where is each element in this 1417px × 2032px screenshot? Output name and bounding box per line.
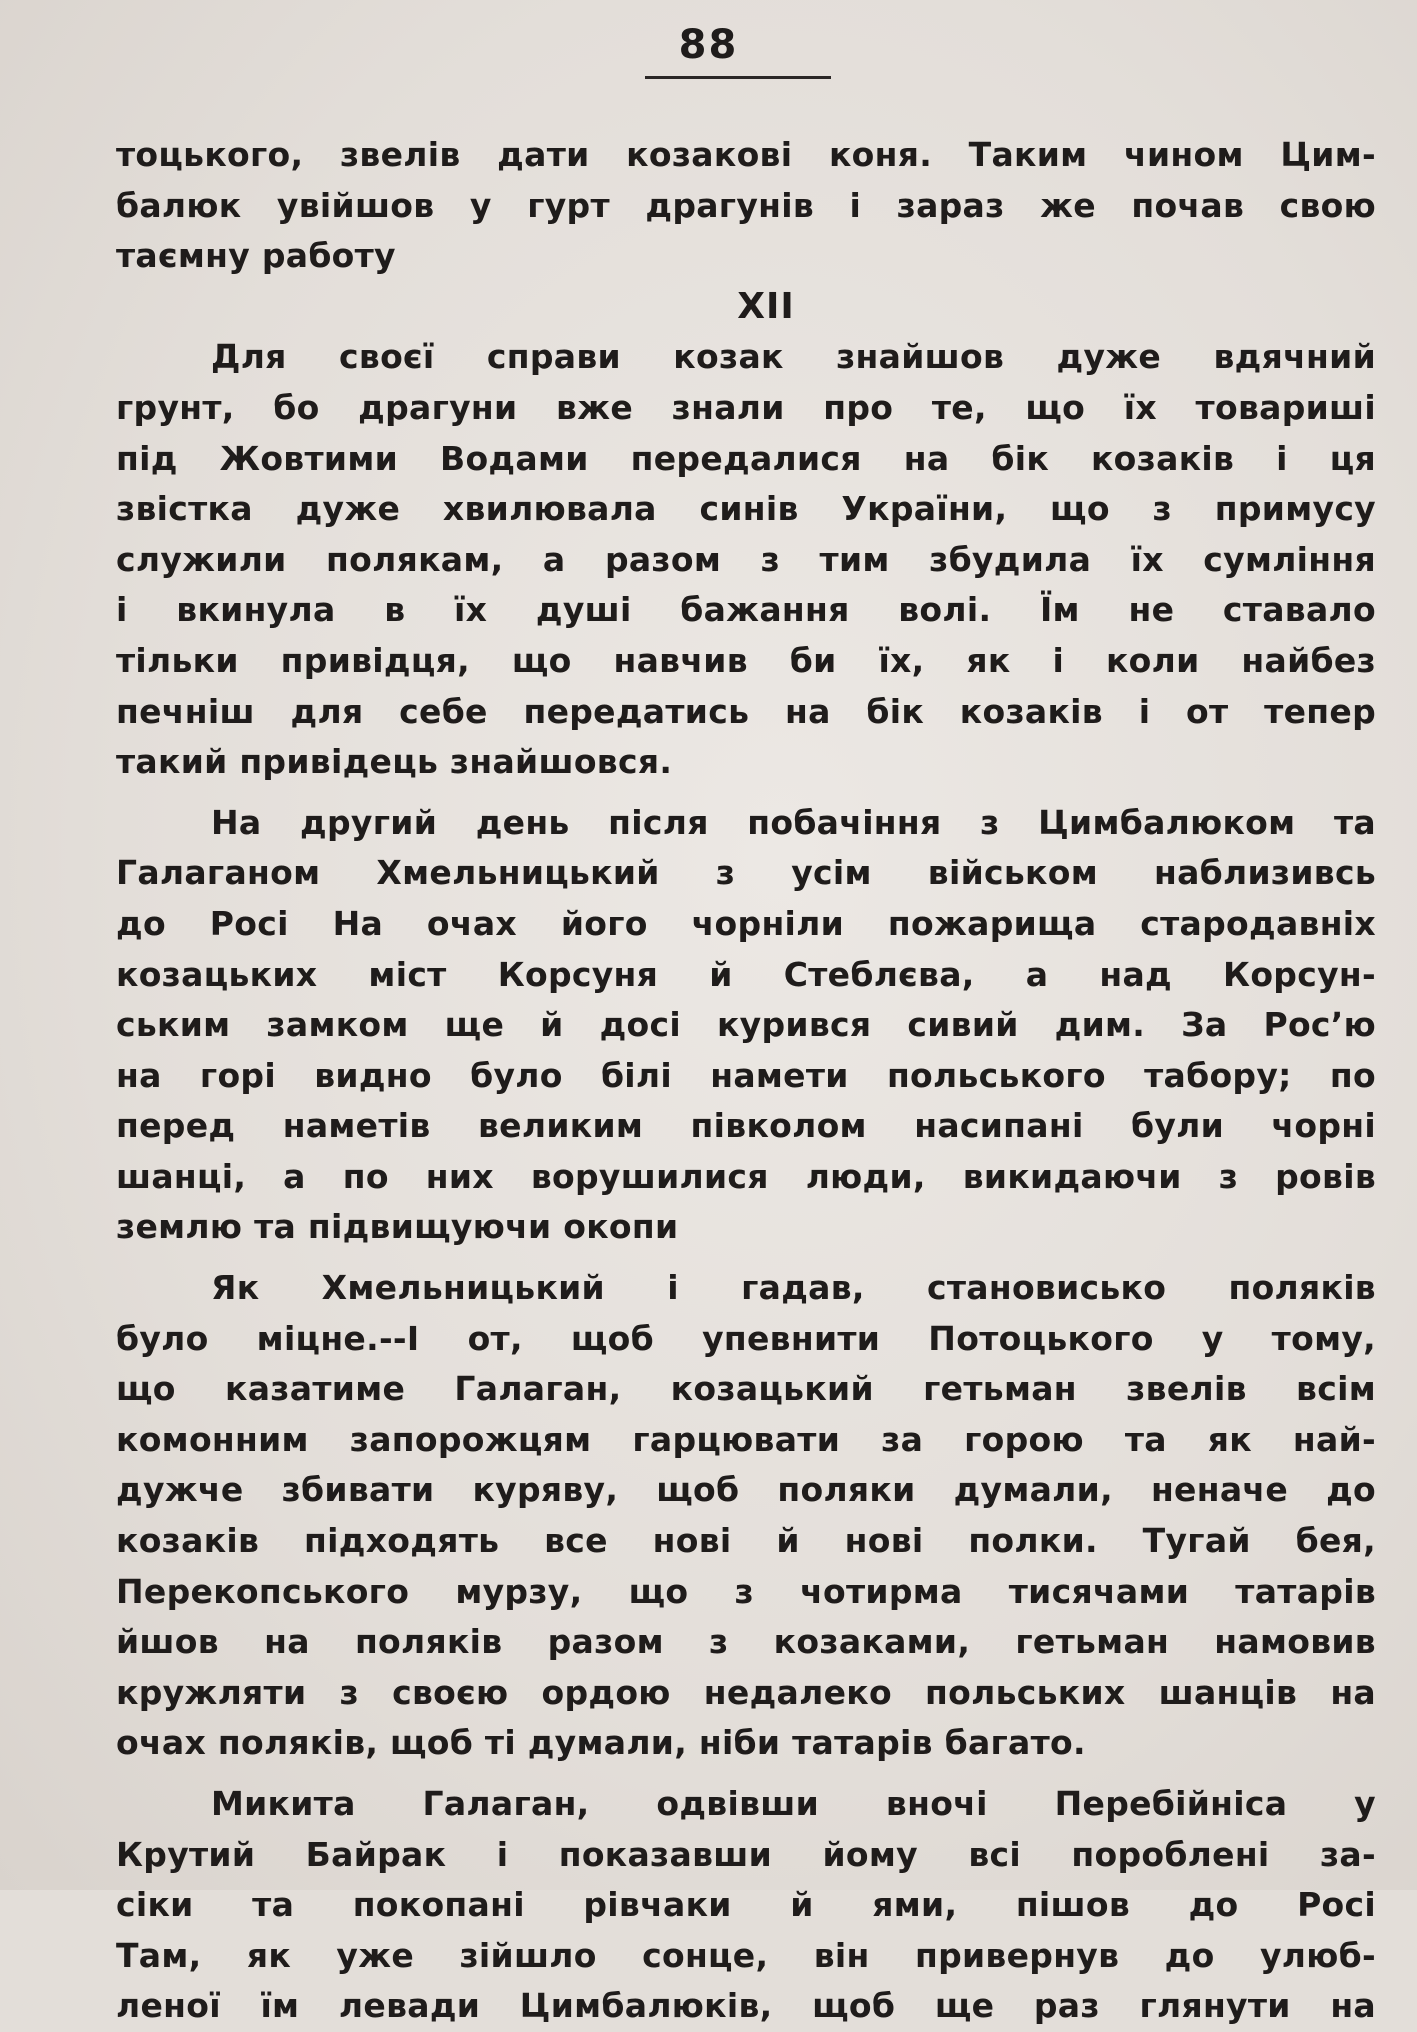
text-line: перед наметів великим півколом насипані були чорні [116, 1106, 1376, 1146]
text-line: козацьких міст Корсуня й Стеблєва, а над Корсун- [116, 954, 1376, 994]
text-line: дужче збивати куряву, щоб поляки думали, неначе до [116, 1470, 1376, 1510]
text-line: такий привідець знайшовся. [116, 742, 673, 782]
text-line: печніш для себе передатись на бік козаків і от тепер [116, 691, 1376, 731]
text-line: ським замком ще й досі курився сивий дим. За Росʼю [116, 1005, 1376, 1045]
text-line: Там, як уже зійшло сонце, він привернув до улюб- [116, 1935, 1376, 1975]
paragraph-gap [116, 1253, 1376, 1263]
text-line: землю та підвищуючи окопи [116, 1207, 679, 1247]
text-line: Як Хмельницький і гадав, становисько поляків [211, 1268, 1376, 1308]
paragraph-gap [116, 1769, 1376, 1779]
text-line: на горі видно було білі намети польського табору; по [116, 1055, 1376, 1095]
text-line: йшов на поляків разом з козаками, гетьман намовив [116, 1622, 1376, 1662]
text-line: Для своєї справи козак знайшов дуже вдячний [211, 337, 1376, 377]
text-line: Крутий Байрак і показавши йому всі пороблені за- [116, 1834, 1376, 1874]
text-line: до Росі На очах його чорніли пожарища стародавніх [116, 903, 1376, 943]
text-line: було міцне.--І от, щоб упевнити Потоцького у тому, [116, 1318, 1376, 1358]
text-line: Микита Галаган, одвівши вночі Перебійніса у [211, 1784, 1376, 1823]
text-line: шанці, а по них ворушилися люди, викидаючи з ровів [116, 1156, 1376, 1196]
text-line: звістка дуже хвилювала синів України, що з примусу [116, 489, 1376, 529]
page-number-rule [645, 76, 831, 79]
text-line: Перекопського мурзу, що з чотирма тисячами татарів [116, 1571, 1376, 1611]
text-line: що казатиме Галаган, козацький гетьман звелів всім [116, 1369, 1376, 1409]
text-line: На другий день після побачіння з Цимбалюком та [211, 802, 1376, 842]
text-line: тоцького, звелів дати козакові коня. Таким чином Цим- [116, 135, 1376, 174]
paragraph-gap [116, 788, 1376, 798]
text-line: Галаганом Хмельницький з усім військом наблизивсь [116, 853, 1376, 893]
page-text [116, 130, 1376, 2032]
text-line: грунт, бо драгуни вже знали про те, що їх товариші [116, 387, 1376, 427]
text-line: комонним запорожцям гарцювати за горою та як най- [116, 1419, 1376, 1459]
text-line: балюк увійшов у гурт драгунів і зараз же почав свою [116, 185, 1376, 225]
text-line: тільки привідця, що навчив би їх, як і коли найбез [116, 640, 1376, 680]
text-line: таємну работу [116, 236, 396, 276]
text-line: козаків підходять все нові й нові полки. Тугай бея, [116, 1521, 1376, 1561]
text-line: служили полякам, а разом з тим збудила їх сумління [116, 539, 1376, 579]
text-line: очах поляків, щоб ті думали, ніби татарів багато. [116, 1723, 1086, 1763]
text-line: леної їм левади Цимбалюків, щоб ще раз глянути на [116, 1986, 1376, 2026]
text-line: сіки та покопані рівчаки й ями, пішов до Росі [116, 1885, 1376, 1925]
text-line: під Жовтими Водами передалися на бік козаків і ця [116, 438, 1376, 478]
page-number: 88 [678, 22, 739, 68]
text-line: кружляти з своєю ордою недалеко польських шанців на [116, 1672, 1376, 1712]
section-heading: XII [737, 285, 795, 327]
text-line: і вкинула в їх душі бажання волі. Їм не ставало [116, 590, 1376, 630]
